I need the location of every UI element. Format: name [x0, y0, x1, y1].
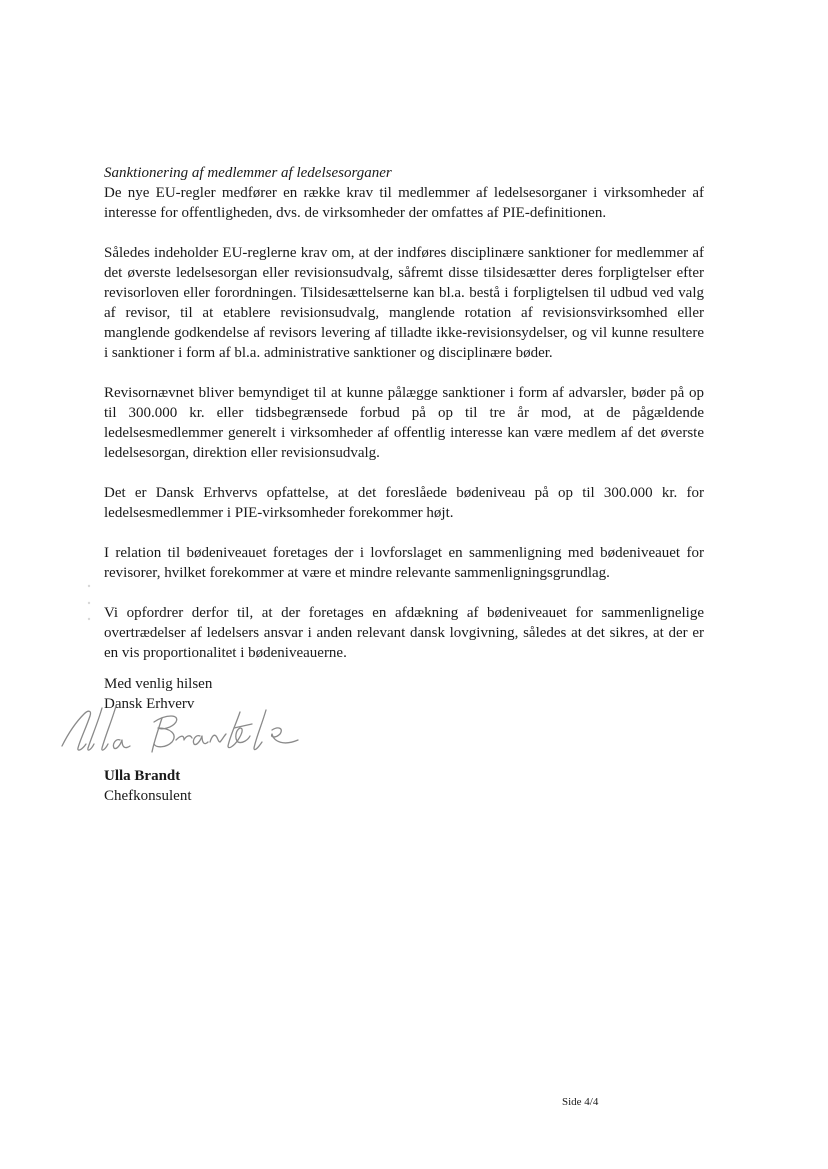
paragraph-recommendation: Vi opfordrer derfor til, at der foretages en afdækning af bødeniveauet for sammenlignelige overtrædelser af ledelsers ansvar i anden relevant dansk lovgivning, således at det sikres, at der er en vis proportionalitet i bødeniveauerne.: [104, 605, 704, 661]
closing-organization: Dansk Erhverv: [104, 696, 195, 712]
handwritten-signature: [58, 700, 308, 778]
paragraph-opinion: Det er Dansk Erhvervs opfattelse, at det foreslåede bødeniveau på op til 300.000 kr. for ledelsesmedlemmer i PIE-virksomheder forekommer højt.: [104, 485, 704, 521]
paragraph-intro: De nye EU-regler medfører en række krav til medlemmer af ledelsesorganer i virksomheder af interesse for offentligheden, dvs. de virksomheder der omfattes af PIE-definitionen.: [104, 185, 704, 221]
paragraph-comparison: I relation til bødeniveauet foretages der i lovforslaget en sammenligning med bødeniveauet for revisorer, hvilket forekommer at være et mindre relevante sammenligningsgrundlag.: [104, 545, 704, 581]
closing-greeting: Med venlig hilsen: [104, 676, 213, 692]
signatory-name: Ulla Brandt: [104, 768, 181, 784]
signatory-title: Chefkonsulent: [104, 788, 192, 804]
paragraph-revisornaevnet: Revisornævnet bliver bemyndiget til at kunne pålægge sanktioner i form af advarsler, bøder på op til 300.000 kr. eller tidsbegrænsede forbud på op til tre år mod, at de pågældende ledelsesmedlemmer generelt i virksomheder af offentlig interesse kan være medlem af det øverste ledelsesorgan, direktion eller revisionsudvalg.: [104, 385, 704, 461]
section-heading: Sanktionering af medlemmer af ledelsesorganer: [104, 165, 392, 181]
margin-scan-marks: [86, 582, 94, 622]
paragraph-eu-rules: Således indeholder EU-reglerne krav om, at der indføres disciplinære sanktioner for medlemmer af det øverste ledelsesorgan eller revisionsudvalg, såfremt disse tilsidesætter deres forpligtelser efter revisorloven eller forordningen. Tilsidesættelserne kan bl.a. bestå i forpligtelsen til udbud ved valg af revisor, til at etablere revisionsudvalg, manglende rotation af revisionsvirksomhed eller manglende godkendelse af revisors levering af tilladte ikke-revisionsydelser, og vil kunne resultere i sanktioner i form af bl.a. administrative sanktioner og disciplinære bøder.: [104, 245, 704, 361]
letter-body: [104, 163, 704, 683]
page-number: Side 4/4: [562, 1096, 599, 1108]
